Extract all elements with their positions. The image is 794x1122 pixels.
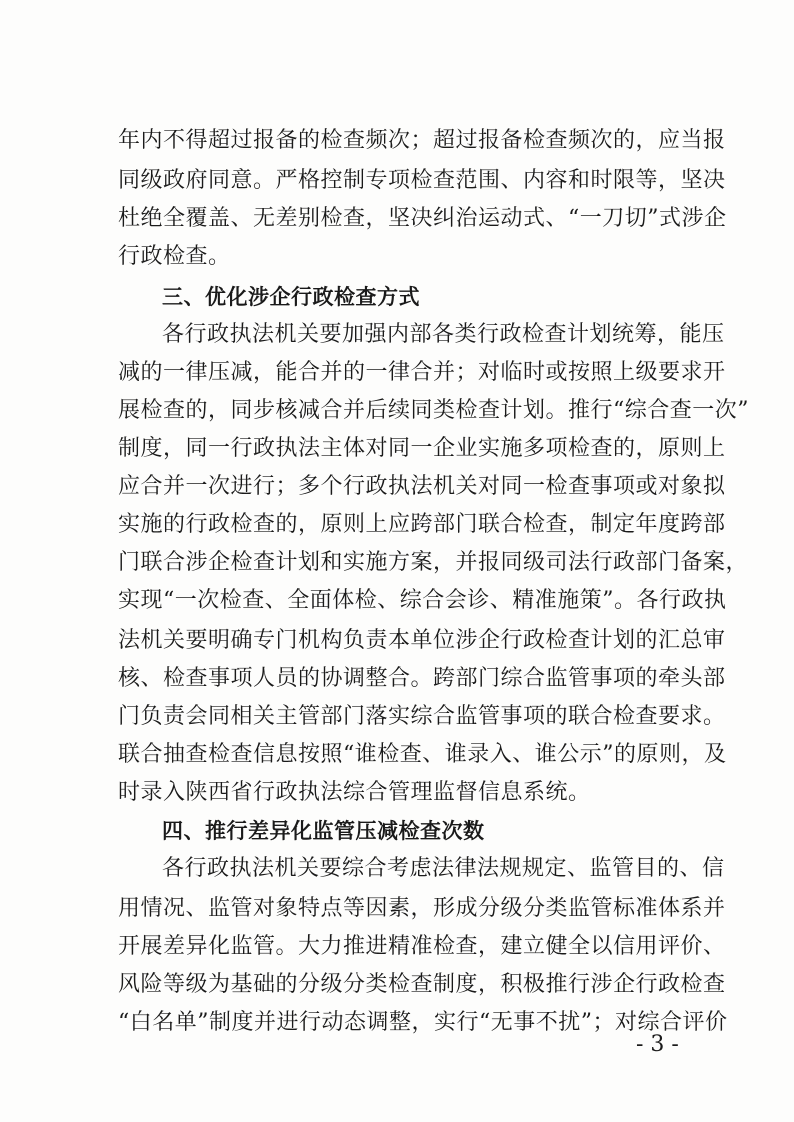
body-text-line: 同级政府同意。严格控制专项检查范围、内容和时限等，坚决 [118, 168, 726, 193]
body-text-line: 法机关要明确专门机构负责本单位涉企行政检查计划的汇总审 [118, 628, 726, 653]
body-text-line: 时录入陕西省行政执法综合管理监督信息系统。 [118, 780, 591, 805]
body-text-line: 实现“一次检查、全面体检、综合会诊、精准施策”。各行政执 [118, 588, 727, 613]
body-text-line: 核、检查事项人员的协调整合。跨部门综合监管事项的牵头部 [118, 666, 726, 691]
body-text-line: 各行政执法机关要加强内部各类行政检查计划统筹，能压 [162, 322, 725, 347]
body-text-line: 风险等级为基础的分级分类检查制度，积极推行涉企行政检查 [118, 972, 726, 997]
body-text-line: 门负责会同相关主管部门落实综合监管事项的联合检查要求。 [118, 704, 726, 729]
body-text-line: 各行政执法机关要综合考虑法律法规规定、监管目的、信 [162, 856, 725, 881]
body-text-line: 减的一律压减，能合并的一律合并；对临时或按照上级要求开 [118, 360, 726, 385]
body-text-line: 联合抽查检查信息按照“谁检查、谁录入、谁公示”的原则，及 [118, 742, 727, 767]
section-heading-3: 三、优化涉企行政检查方式 [162, 285, 420, 309]
body-text-line: 应合并一次进行；多个行政执法机关对同一检查事项或对象拟 [118, 474, 726, 499]
body-text-line: 开展差异化监管。大力推进精准检查，建立健全以信用评价、 [118, 934, 726, 959]
section-heading-4: 四、推行差异化监管压减检查次数 [162, 819, 485, 843]
body-text-line: 实施的行政检查的，原则上应跨部门联合检查，制定年度跨部 [118, 512, 726, 537]
body-text-line: 行政检查。 [118, 244, 231, 269]
body-text-line: 制度，同一行政执法主体对同一企业实施多项检查的，原则上 [118, 436, 726, 461]
body-text-line: 杜绝全覆盖、无差别检查，坚决纠治运动式、“一刀切”式涉企 [118, 206, 727, 231]
page-number: - 3 - [636, 1032, 679, 1057]
body-text-line: 展检查的，同步核减合并后续同类检查计划。推行“综合查一次” [118, 398, 749, 423]
body-text-line: 年内不得超过报备的检查频次；超过报备检查频次的，应当报 [118, 128, 726, 153]
body-text-line: 用情况、监管对象特点等因素，形成分级分类监管标准体系并 [118, 896, 726, 921]
body-text-line: “白名单”制度并进行动态调整，实行“无事不扰”；对综合评价 [118, 1010, 728, 1035]
body-text-line: 门联合涉企检查计划和实施方案，并报同级司法行政部门备案， [118, 550, 749, 575]
